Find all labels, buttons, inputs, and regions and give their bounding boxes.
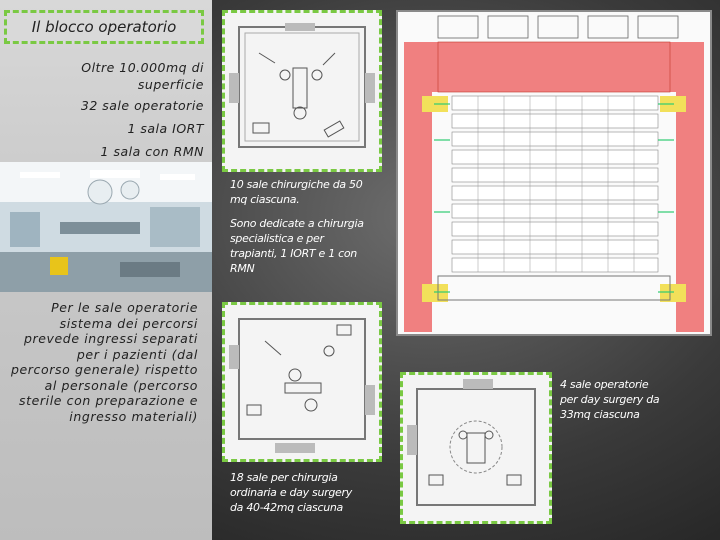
stat-iort: 1 sala IORT — [127, 121, 204, 136]
caption-line: ordinaria e day surgery — [230, 486, 352, 499]
desc-line: per i pazienti (dal — [76, 346, 198, 362]
page-title — [4, 10, 204, 44]
page-title-text: Il blocco operatorio — [31, 18, 177, 36]
desc-line: al personale (percorso — [44, 377, 198, 393]
caption-line: mq ciascuna. — [230, 193, 300, 206]
caption-line: RMN — [230, 262, 255, 275]
caption-line: 33mq ciascuna — [560, 408, 640, 421]
caption-33mq — [560, 377, 659, 422]
stat-surface-1: Oltre 10.000mq di — [81, 60, 204, 75]
desc-line: sterile con preparazione e — [19, 393, 198, 408]
caption-line: Sono dedicate a chirurgia — [230, 217, 364, 230]
caption-line: da 40-42mq ciascuna — [230, 501, 343, 514]
caption-line: 10 sale chirurgiche da 50 — [230, 178, 363, 191]
room-plan-33mq — [400, 372, 552, 524]
desc-line: sistema dei percorsi — [59, 315, 198, 331]
desc-line: percorso generale) rispetto — [10, 362, 198, 377]
room-plan-40-42mq — [222, 302, 382, 462]
caption-line: trapianti, 1 IORT e 1 con — [230, 247, 357, 260]
caption-line: per day surgery da — [560, 393, 660, 406]
left-panel — [0, 0, 212, 540]
operating-room-photo — [0, 162, 212, 292]
caption-line: 4 sale operatorie — [560, 378, 649, 391]
caption-line: specialistica e per — [230, 232, 324, 245]
desc-line: prevede ingressi separati — [23, 331, 198, 346]
paths-description — [6, 300, 198, 424]
caption-50mq — [230, 177, 362, 207]
floor-plan — [396, 10, 712, 336]
desc-line: ingresso materiali) — [69, 408, 198, 424]
desc-line: Per le sale operatorie — [51, 300, 198, 315]
caption-specialistic — [230, 216, 364, 276]
caption-40-42mq — [230, 470, 352, 515]
room-plan-50mq — [222, 10, 382, 172]
caption-line: 18 sale per chirurgia — [230, 471, 338, 484]
stat-rmn: 1 sala con RMN — [100, 144, 204, 159]
stat-surface-2: superficie — [137, 77, 204, 92]
stat-operating-rooms: 32 sale operatorie — [80, 98, 204, 113]
